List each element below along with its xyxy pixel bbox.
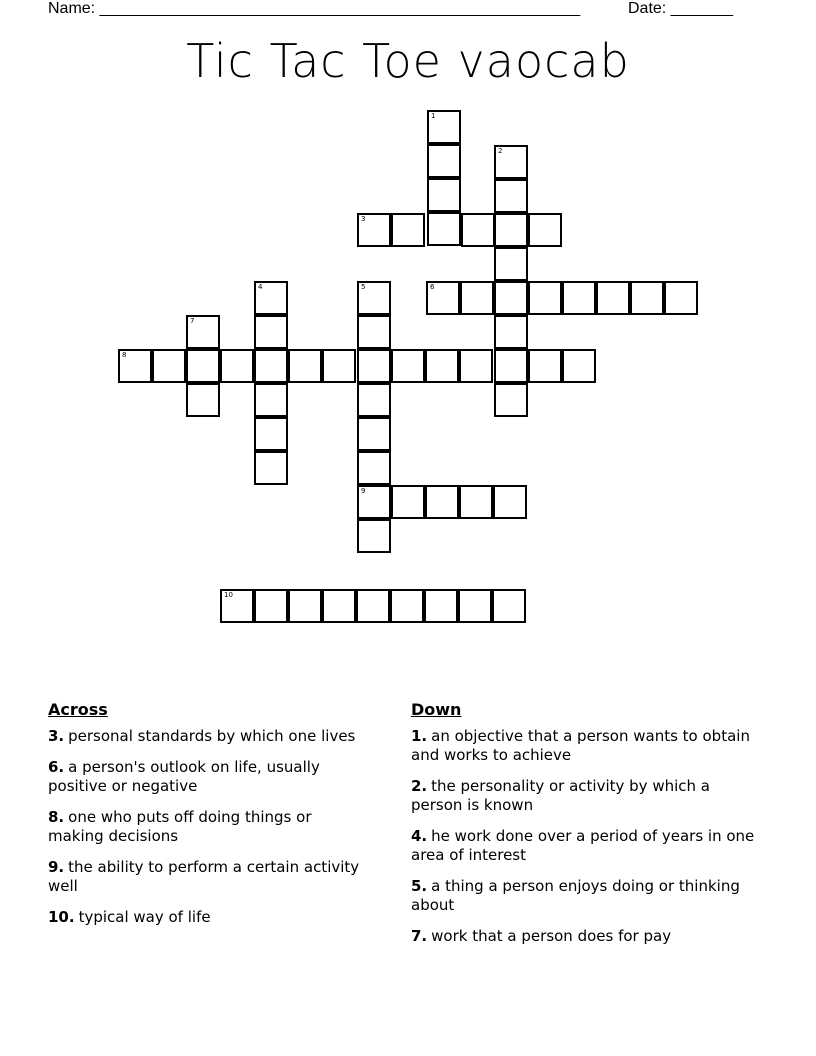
crossword-cell[interactable] [459, 349, 493, 383]
clue-number: 3. [48, 727, 65, 745]
cell-number: 5 [361, 283, 366, 291]
clue-number: 1. [411, 727, 428, 745]
clue-down-5 [411, 877, 761, 915]
clue-across-10 [48, 908, 368, 927]
crossword-cell[interactable] [494, 315, 528, 349]
clue-across-9 [48, 858, 368, 896]
cell-number: 6 [430, 283, 435, 291]
crossword-cell[interactable] [458, 589, 492, 623]
crossword-cell[interactable] [152, 349, 186, 383]
clue-text: a thing a person enjoys doing or thinking about [411, 877, 740, 914]
crossword-cell[interactable] [494, 349, 528, 383]
clue-down-1 [411, 727, 761, 765]
clue-down-2 [411, 777, 761, 815]
crossword-cell[interactable] [427, 178, 461, 212]
crossword-cell[interactable] [357, 519, 391, 553]
page-title: Tic Tac Toe vaocab [186, 34, 630, 88]
crossword-cell[interactable] [596, 281, 630, 315]
clue-text: an objective that a person wants to obtain and works to achieve [411, 727, 750, 764]
across-clues [48, 700, 368, 939]
clue-number: 6. [48, 758, 65, 776]
crossword-cell[interactable] [356, 589, 390, 623]
crossword-cell[interactable] [220, 589, 254, 623]
cell-number: 10 [224, 591, 233, 599]
crossword-cell[interactable] [427, 110, 461, 144]
clue-down-7 [411, 927, 761, 946]
crossword-cell[interactable] [220, 349, 254, 383]
cell-number: 7 [190, 317, 195, 325]
crossword-cell[interactable] [492, 589, 526, 623]
clue-text: one who puts off doing things or making decisions [48, 808, 312, 845]
crossword-cell[interactable] [288, 349, 322, 383]
crossword-cell[interactable] [494, 281, 528, 315]
crossword-cell[interactable] [390, 589, 424, 623]
crossword-cell[interactable] [288, 589, 322, 623]
clue-down-4 [411, 827, 761, 865]
crossword-cell[interactable] [322, 589, 356, 623]
cell-number: 9 [361, 487, 366, 495]
crossword-cell[interactable] [528, 281, 562, 315]
crossword-cell[interactable] [391, 349, 425, 383]
cell-number: 1 [431, 112, 436, 120]
cell-number: 4 [258, 283, 263, 291]
crossword-cell[interactable] [630, 281, 664, 315]
crossword-cell[interactable] [357, 417, 391, 451]
crossword-cell[interactable] [459, 485, 493, 519]
crossword-cell[interactable] [461, 213, 495, 247]
clue-across-3 [48, 727, 368, 746]
crossword-cell[interactable] [494, 179, 528, 213]
crossword-cell[interactable] [254, 281, 288, 315]
clue-number: 2. [411, 777, 428, 795]
cell-number: 3 [361, 215, 366, 223]
cell-number: 2 [498, 147, 503, 155]
crossword-cell[interactable] [254, 315, 288, 349]
crossword-cell[interactable] [493, 485, 527, 519]
crossword-cell[interactable] [118, 349, 152, 383]
crossword-cell[interactable] [391, 485, 425, 519]
crossword-cell[interactable] [186, 349, 220, 383]
crossword-cell[interactable] [494, 383, 528, 417]
crossword-cell[interactable] [357, 281, 391, 315]
crossword-cell[interactable] [186, 383, 220, 417]
clue-across-8 [48, 808, 368, 846]
crossword-cell[interactable] [357, 213, 391, 247]
clue-text: he work done over a period of years in one area of interest [411, 827, 755, 864]
clue-across-6 [48, 758, 368, 796]
crossword-cell[interactable] [322, 349, 356, 383]
crossword-cell[interactable] [425, 485, 459, 519]
crossword-cell[interactable] [664, 281, 698, 315]
clue-text: personal standards by which one lives [68, 727, 356, 745]
crossword-cell[interactable] [254, 417, 288, 451]
crossword-cell[interactable] [562, 281, 596, 315]
down-clues [411, 700, 761, 958]
crossword-cell[interactable] [357, 315, 391, 349]
crossword-cell[interactable] [460, 281, 494, 315]
crossword-cell[interactable] [528, 213, 562, 247]
crossword-cell[interactable] [254, 349, 288, 383]
across-heading: Across [48, 700, 108, 719]
crossword-cell[interactable] [424, 589, 458, 623]
crossword-cell[interactable] [357, 485, 391, 519]
crossword-cell[interactable] [426, 281, 460, 315]
crossword-cell[interactable] [494, 213, 528, 247]
crossword-cell[interactable] [186, 315, 220, 349]
clue-text: the personality or activity by which a person is known [411, 777, 710, 814]
down-heading: Down [411, 700, 462, 719]
crossword-cell[interactable] [254, 383, 288, 417]
crossword-cell[interactable] [494, 247, 528, 281]
clue-number: 10. [48, 908, 75, 926]
name-field[interactable]: Name: ______________________________________________________ [48, 0, 581, 17]
clue-number: 8. [48, 808, 65, 826]
crossword-cell[interactable] [357, 349, 391, 383]
crossword-cell[interactable] [427, 144, 461, 178]
date-field[interactable]: Date: _______ [628, 0, 733, 17]
crossword-cell[interactable] [425, 349, 459, 383]
crossword-cell[interactable] [391, 213, 425, 247]
crossword-cell[interactable] [494, 145, 528, 179]
crossword-cell[interactable] [528, 349, 562, 383]
clue-text: a person's outlook on life, usually positive or negative [48, 758, 320, 795]
clue-text: work that a person does for pay [431, 927, 672, 945]
cell-number: 8 [122, 351, 127, 359]
clue-number: 9. [48, 858, 65, 876]
crossword-cell[interactable] [357, 383, 391, 417]
crossword-cell[interactable] [254, 589, 288, 623]
clue-number: 5. [411, 877, 428, 895]
crossword-cell[interactable] [562, 349, 596, 383]
clue-text: the ability to perform a certain activity well [48, 858, 360, 895]
crossword-cell[interactable] [357, 451, 391, 485]
clue-number: 7. [411, 927, 428, 945]
clue-text: typical way of life [78, 908, 211, 926]
crossword-cell[interactable] [254, 451, 288, 485]
crossword-cell[interactable] [427, 212, 461, 246]
clue-number: 4. [411, 827, 428, 845]
